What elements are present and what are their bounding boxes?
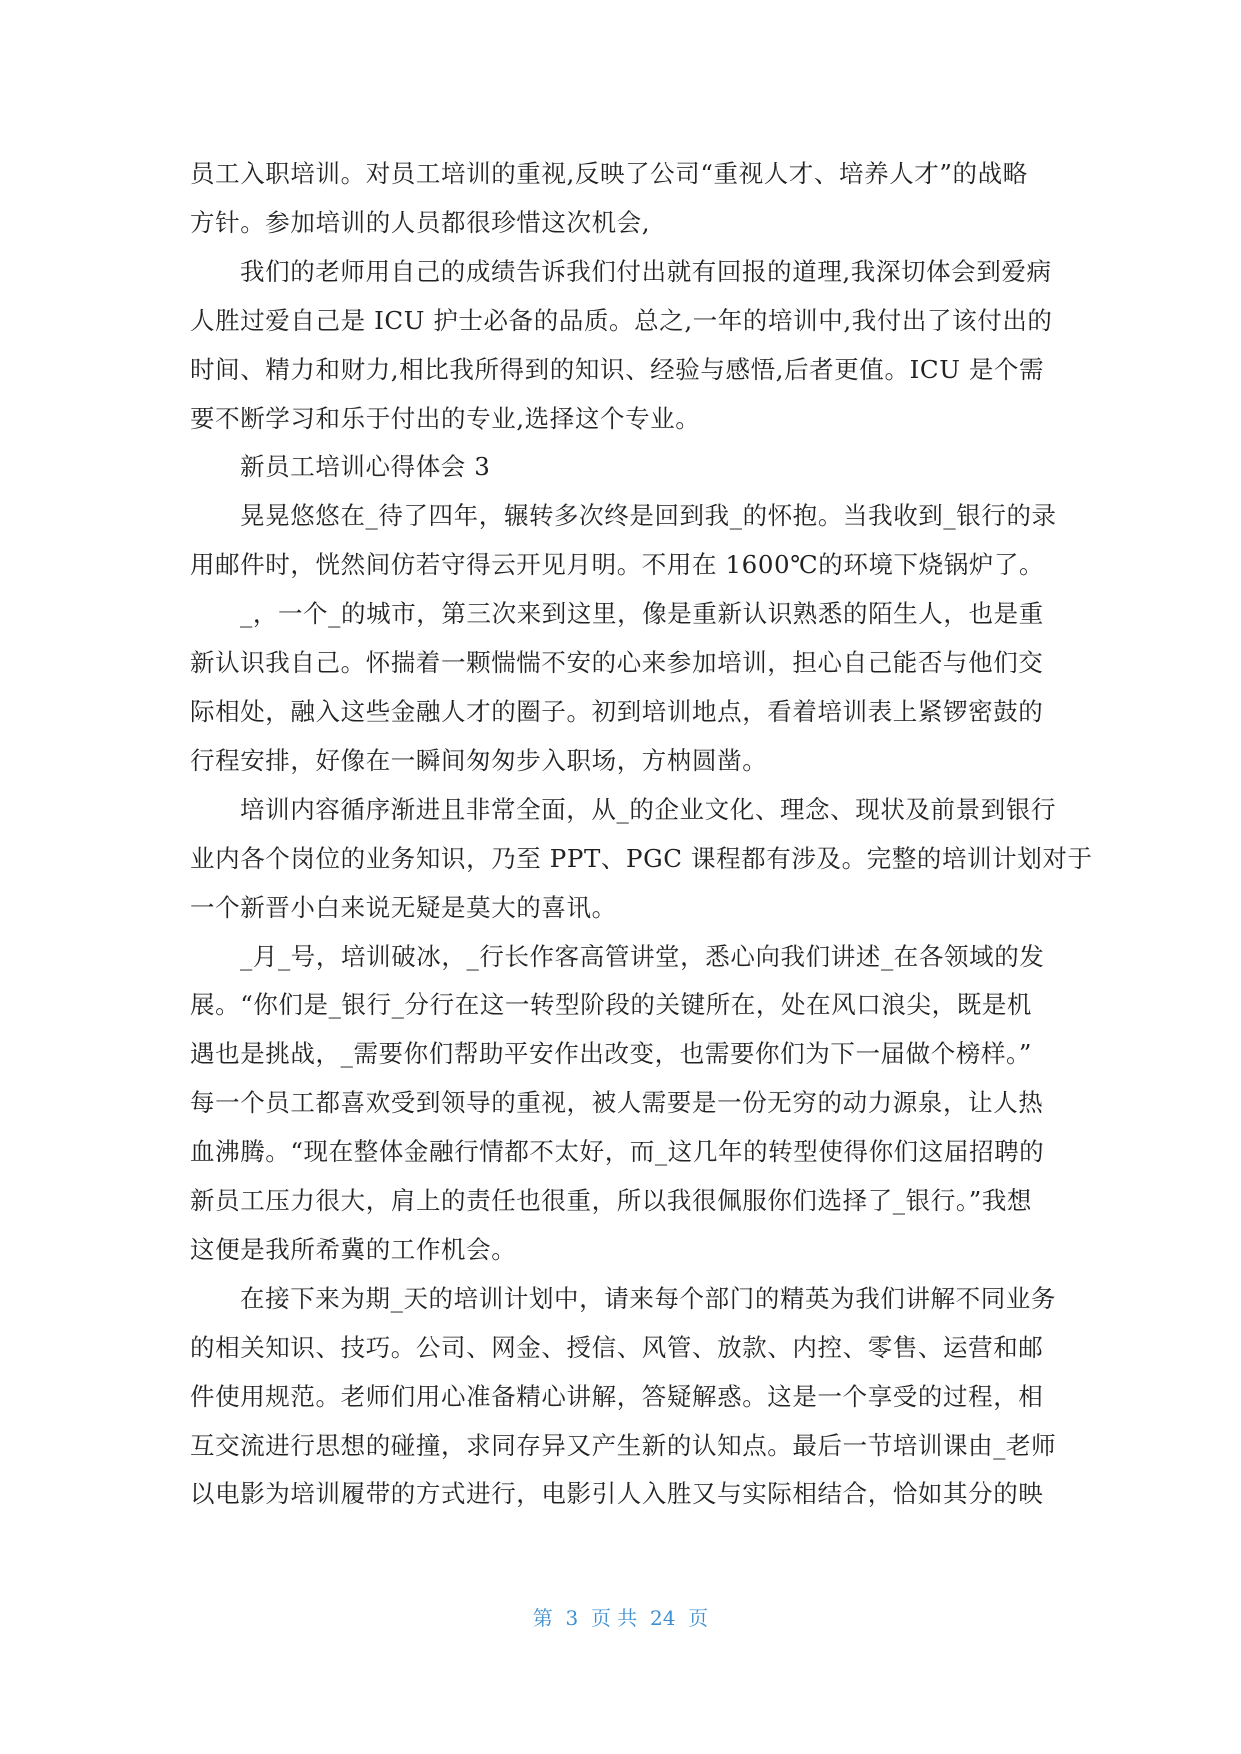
text-line: 一个新晋小白来说无疑是莫大的喜讯。 <box>190 892 617 922</box>
text-line: 在接下来为期_天的培训计划中，请来每个部门的精英为我们讲解不同业务 <box>240 1283 1057 1313</box>
text-line: 培训内容循序渐进且非常全面，从_的企业文化、理念、现状及前景到银行 <box>240 794 1057 824</box>
text-line: 业内各个岗位的业务知识，乃至 PPT、PGC 课程都有涉及。完整的培训计划对于 <box>190 843 1093 873</box>
text-line: 新员工压力很大，肩上的责任也很重，所以我很佩服你们选择了_银行。”我想 <box>190 1186 1033 1216</box>
text-line: 我们的老师用自己的成绩告诉我们付出就有回报的道理,我深切体会到爱病 <box>240 256 1052 286</box>
text-line: 人胜过爱自己是 ICU 护士必备的品质。总之,一年的培训中,我付出了该付出的 <box>190 305 1053 335</box>
page-number-footer: 第 3 页 共 24 页 <box>532 1606 709 1630</box>
text-line: 的相关知识、技巧。公司、网金、授信、风管、放款、内控、零售、运营和邮 <box>190 1332 1044 1362</box>
text-line: 血沸腾。“现在整体金融行情都不太好，而_这几年的转型使得你们这届招聘的 <box>190 1137 1045 1167</box>
paragraph <box>190 1275 1057 1520</box>
text-line: 每一个员工都喜欢受到领导的重视，被人需要是一份无穷的动力源泉，让人热 <box>190 1088 1044 1118</box>
text-line: _，一个_的城市，第三次来到这里，像是重新认识熟悉的陌生人，也是重 <box>240 599 1044 629</box>
text-line: 行程安排，好像在一瞬间匆匆步入职场，方枘圆凿。 <box>190 745 768 775</box>
text-line: 遇也是挑战，_需要你们帮助平安作出改变，也需要你们为下一届做个榜样。” <box>190 1039 1033 1069</box>
text-line: 要不断学习和乐于付出的专业,选择这个专业。 <box>190 403 701 433</box>
text-line: 这便是我所希冀的工作机会。 <box>190 1234 517 1264</box>
text-line: 时间、精力和财力,相比我所得到的知识、经验与感悟,后者更值。ICU 是个需 <box>190 354 1045 384</box>
text-line: 新员工培训心得体会 3 <box>240 452 491 482</box>
paragraph <box>190 786 1093 933</box>
text-line: 展。“你们是_银行_分行在这一转型阶段的关键所在，处在风口浪尖，既是机 <box>190 990 1033 1020</box>
text-line: 以电影为培训履带的方式进行，电影引人入胜又与实际相结合，恰如其分的映 <box>190 1479 1044 1509</box>
text-line: _月_号，培训破冰，_行长作客高管讲堂，悉心向我们讲述_在各领域的发 <box>240 941 1045 971</box>
document-body <box>190 150 1093 1519</box>
text-line: 际相处，融入这些金融人才的圈子。初到培训地点，看着培训表上紧锣密鼓的 <box>190 696 1044 726</box>
paragraph <box>190 590 1050 786</box>
text-line: 互交流进行思想的碰撞，求同存异又产生新的认知点。最后一节培训课由_老师 <box>190 1430 1057 1460</box>
text-line: 员工入职培训。对员工培训的重视,反映了公司“重视人才、培养人才”的战略 <box>190 159 1028 188</box>
text-line: 晃晃悠悠在_待了四年，辗转多次终是回到我_的怀抱。当我收到_银行的录 <box>240 501 1057 531</box>
text-line: 新认识我自己。怀揣着一颗惴惴不安的心来参加培训，担心自己能否与他们交 <box>190 648 1044 678</box>
paragraph <box>190 492 1057 590</box>
paragraph <box>190 248 1053 444</box>
paragraph <box>190 443 1050 492</box>
text-line: 方针。参加培训的人员都很珍惜这次机会, <box>190 207 651 237</box>
paragraph <box>190 933 1050 1275</box>
paragraph <box>190 150 1050 248</box>
text-line: 件使用规范。老师们用心准备精心讲解，答疑解惑。这是一个享受的过程，相 <box>190 1381 1044 1411</box>
text-line: 用邮件时，恍然间仿若守得云开见月明。不用在 1600℃的环境下烧锅炉了。 <box>190 550 1045 580</box>
